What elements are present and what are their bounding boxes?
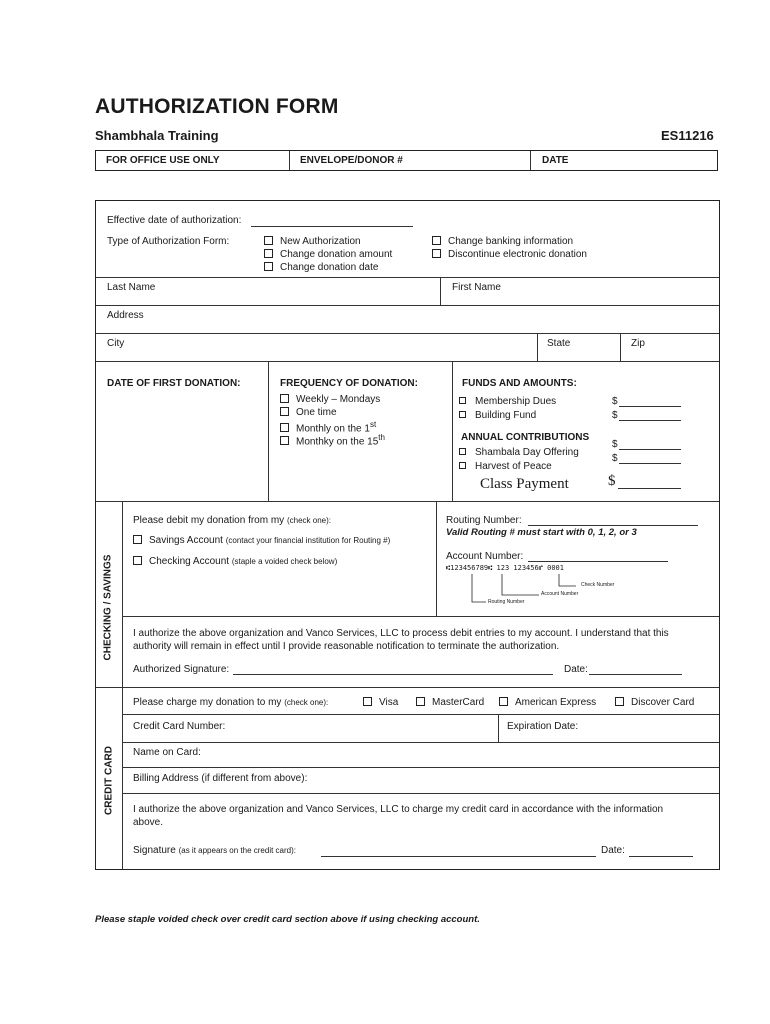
- option-change-date[interactable]: Change donation date: [264, 262, 378, 273]
- divider: [96, 277, 719, 278]
- divider: [537, 334, 538, 361]
- account-number-field[interactable]: [528, 561, 668, 562]
- checkbox[interactable]: [280, 436, 289, 445]
- class-payment-amount-field[interactable]: [618, 488, 681, 489]
- check-number-caption: Check Number: [581, 582, 615, 588]
- checkbox[interactable]: [363, 697, 372, 706]
- dollar-sign: $: [612, 453, 618, 464]
- divider: [123, 793, 719, 794]
- checkbox[interactable]: [459, 411, 466, 418]
- envelope-donor-label: ENVELOPE/DONOR #: [300, 155, 403, 166]
- side-label-divider: [122, 502, 123, 869]
- authorized-signature-label: Authorized Signature:: [133, 664, 230, 675]
- city-label: City: [107, 338, 125, 349]
- divider: [96, 501, 719, 502]
- authorized-signature-field[interactable]: [233, 674, 553, 675]
- dollar-sign: $: [608, 473, 616, 489]
- routing-number-field[interactable]: [528, 525, 698, 526]
- checkbox[interactable]: [264, 262, 273, 271]
- annual-amount-field[interactable]: [619, 449, 681, 450]
- option-discontinue[interactable]: Discontinue electronic donation: [432, 249, 587, 260]
- checking-savings-side-label: CHECKING / SAVINGS: [102, 554, 114, 661]
- shambala-day-amount-field[interactable]: [619, 463, 681, 464]
- dollar-sign: $: [612, 439, 618, 450]
- divider: [440, 278, 441, 305]
- dollar-sign: $: [612, 396, 618, 407]
- checkbox[interactable]: [416, 697, 425, 706]
- checkbox[interactable]: [499, 697, 508, 706]
- class-payment-label: Class Payment: [480, 476, 569, 492]
- charge-instruction: Please charge my donation to my (check one):: [133, 697, 329, 708]
- office-use-label: FOR OFFICE USE ONLY: [106, 155, 220, 166]
- checking-account-option[interactable]: Checking Account (staple a voided check below): [133, 556, 337, 567]
- card-number-label: Credit Card Number:: [133, 721, 226, 732]
- card-option-discover[interactable]: Discover Card: [615, 697, 694, 708]
- option-change-amount[interactable]: Change donation amount: [264, 249, 392, 260]
- fund-membership-dues[interactable]: Membership Dues: [459, 396, 556, 407]
- checkbox[interactable]: [280, 407, 289, 416]
- checkbox[interactable]: [264, 249, 273, 258]
- divider: [289, 151, 290, 170]
- routing-number-label: Routing Number:: [446, 515, 522, 526]
- card-date-field[interactable]: [629, 856, 693, 857]
- divider: [96, 305, 719, 306]
- divider: [452, 362, 453, 501]
- checking-date-label: Date:: [564, 664, 588, 675]
- debit-instruction: Please debit my donation from my (check one):: [133, 515, 331, 526]
- card-option-mastercard[interactable]: MasterCard: [416, 697, 484, 708]
- micr-line-sample: ⑆123456789⑆ 123 123456⑈ 0001: [446, 564, 564, 572]
- effective-date-field[interactable]: [251, 226, 413, 227]
- checkbox[interactable]: [264, 236, 273, 245]
- savings-account-option[interactable]: Savings Account (contact your financial institution for Routing #): [133, 535, 390, 546]
- divider: [123, 714, 719, 715]
- checkbox[interactable]: [133, 535, 142, 544]
- zip-label: Zip: [631, 338, 645, 349]
- checkbox[interactable]: [280, 423, 289, 432]
- divider: [123, 616, 719, 617]
- first-donation-date-label: DATE OF FIRST DONATION:: [107, 378, 241, 389]
- card-authorization-text-line2: above.: [133, 817, 164, 828]
- divider: [96, 361, 719, 362]
- checkbox[interactable]: [459, 397, 466, 404]
- checkbox[interactable]: [459, 462, 466, 469]
- form-title: AUTHORIZATION FORM: [95, 95, 339, 118]
- office-use-row: [95, 150, 718, 171]
- card-option-amex[interactable]: American Express: [499, 697, 596, 708]
- effective-date-label: Effective date of authorization:: [107, 215, 242, 226]
- card-date-label: Date:: [601, 845, 625, 856]
- divider: [268, 362, 269, 501]
- routing-number-caption: Routing Number: [488, 599, 525, 605]
- card-signature-label: Signature (as it appears on the credit card):: [133, 845, 296, 856]
- frequency-one-time[interactable]: One time: [280, 407, 337, 418]
- fund-shambala-day[interactable]: Shambala Day Offering: [459, 447, 579, 458]
- debit-authorization-text-line1: I authorize the above organization and Vanco Services, LLC to process debit entries to my account. I understand that this: [133, 628, 669, 639]
- debit-authorization-text-line2: authority will remain in effect until I provide reasonable notification to terminate the authorization.: [133, 641, 560, 652]
- fund-building[interactable]: Building Fund: [459, 410, 536, 421]
- divider: [436, 502, 437, 616]
- frequency-monthly-15th[interactable]: Monthky on the 15th: [280, 433, 385, 447]
- option-new-authorization[interactable]: New Authorization: [264, 236, 361, 247]
- form-number: ES11216: [661, 128, 714, 143]
- check-diagram: [446, 572, 626, 612]
- checkbox[interactable]: [432, 236, 441, 245]
- name-on-card-label: Name on Card:: [133, 747, 201, 758]
- checkbox[interactable]: [459, 448, 466, 455]
- card-authorization-text-line1: I authorize the above organization and Vanco Services, LLC to charge my credit card in accordance with the information: [133, 804, 664, 815]
- checkbox[interactable]: [133, 556, 142, 565]
- divider: [620, 334, 621, 361]
- expiration-date-label: Expiration Date:: [507, 721, 579, 732]
- checkbox[interactable]: [615, 697, 624, 706]
- frequency-title: FREQUENCY OF DONATION:: [280, 378, 418, 389]
- account-number-label: Account Number:: [446, 551, 524, 562]
- last-name-label: Last Name: [107, 282, 156, 293]
- first-name-label: First Name: [452, 282, 501, 293]
- checking-date-field[interactable]: [589, 674, 682, 675]
- card-signature-field[interactable]: [321, 856, 596, 857]
- frequency-monthly-1st[interactable]: Monthly on the 1st: [280, 420, 376, 434]
- office-date-label: DATE: [542, 155, 569, 166]
- address-label: Address: [107, 310, 144, 321]
- divider: [96, 687, 719, 688]
- dollar-sign: $: [612, 410, 618, 421]
- footer-note: Please staple voided check over credit card section above if using checking account.: [95, 914, 480, 925]
- divider: [530, 151, 531, 170]
- frequency-weekly[interactable]: Weekly – Mondays: [280, 394, 380, 405]
- fund-harvest-of-peace[interactable]: Harvest of Peace: [459, 461, 552, 472]
- authorization-type-label: Type of Authorization Form:: [107, 236, 230, 247]
- building-amount-field[interactable]: [619, 420, 681, 421]
- funds-title: FUNDS AND AMOUNTS:: [462, 378, 577, 389]
- divider: [96, 333, 719, 334]
- billing-address-label: Billing Address (if different from above):: [133, 773, 308, 784]
- checkbox[interactable]: [280, 394, 289, 403]
- option-change-banking[interactable]: Change banking information: [432, 236, 573, 247]
- divider: [123, 767, 719, 768]
- card-option-visa[interactable]: Visa: [363, 697, 398, 708]
- authorization-form-body: [95, 200, 720, 870]
- annual-contributions-title: ANNUAL CONTRIBUTIONS: [461, 432, 590, 443]
- account-number-caption: Account Number: [541, 591, 579, 597]
- routing-valid-note: Valid Routing # must start with 0, 1, 2, or 3: [446, 527, 637, 538]
- organization-name: Shambhala Training: [95, 128, 219, 143]
- checkbox[interactable]: [432, 249, 441, 258]
- state-label: State: [547, 338, 571, 349]
- divider: [123, 742, 719, 743]
- credit-card-side-label: CREDIT CARD: [103, 746, 115, 815]
- membership-amount-field[interactable]: [619, 406, 681, 407]
- divider: [498, 715, 499, 742]
